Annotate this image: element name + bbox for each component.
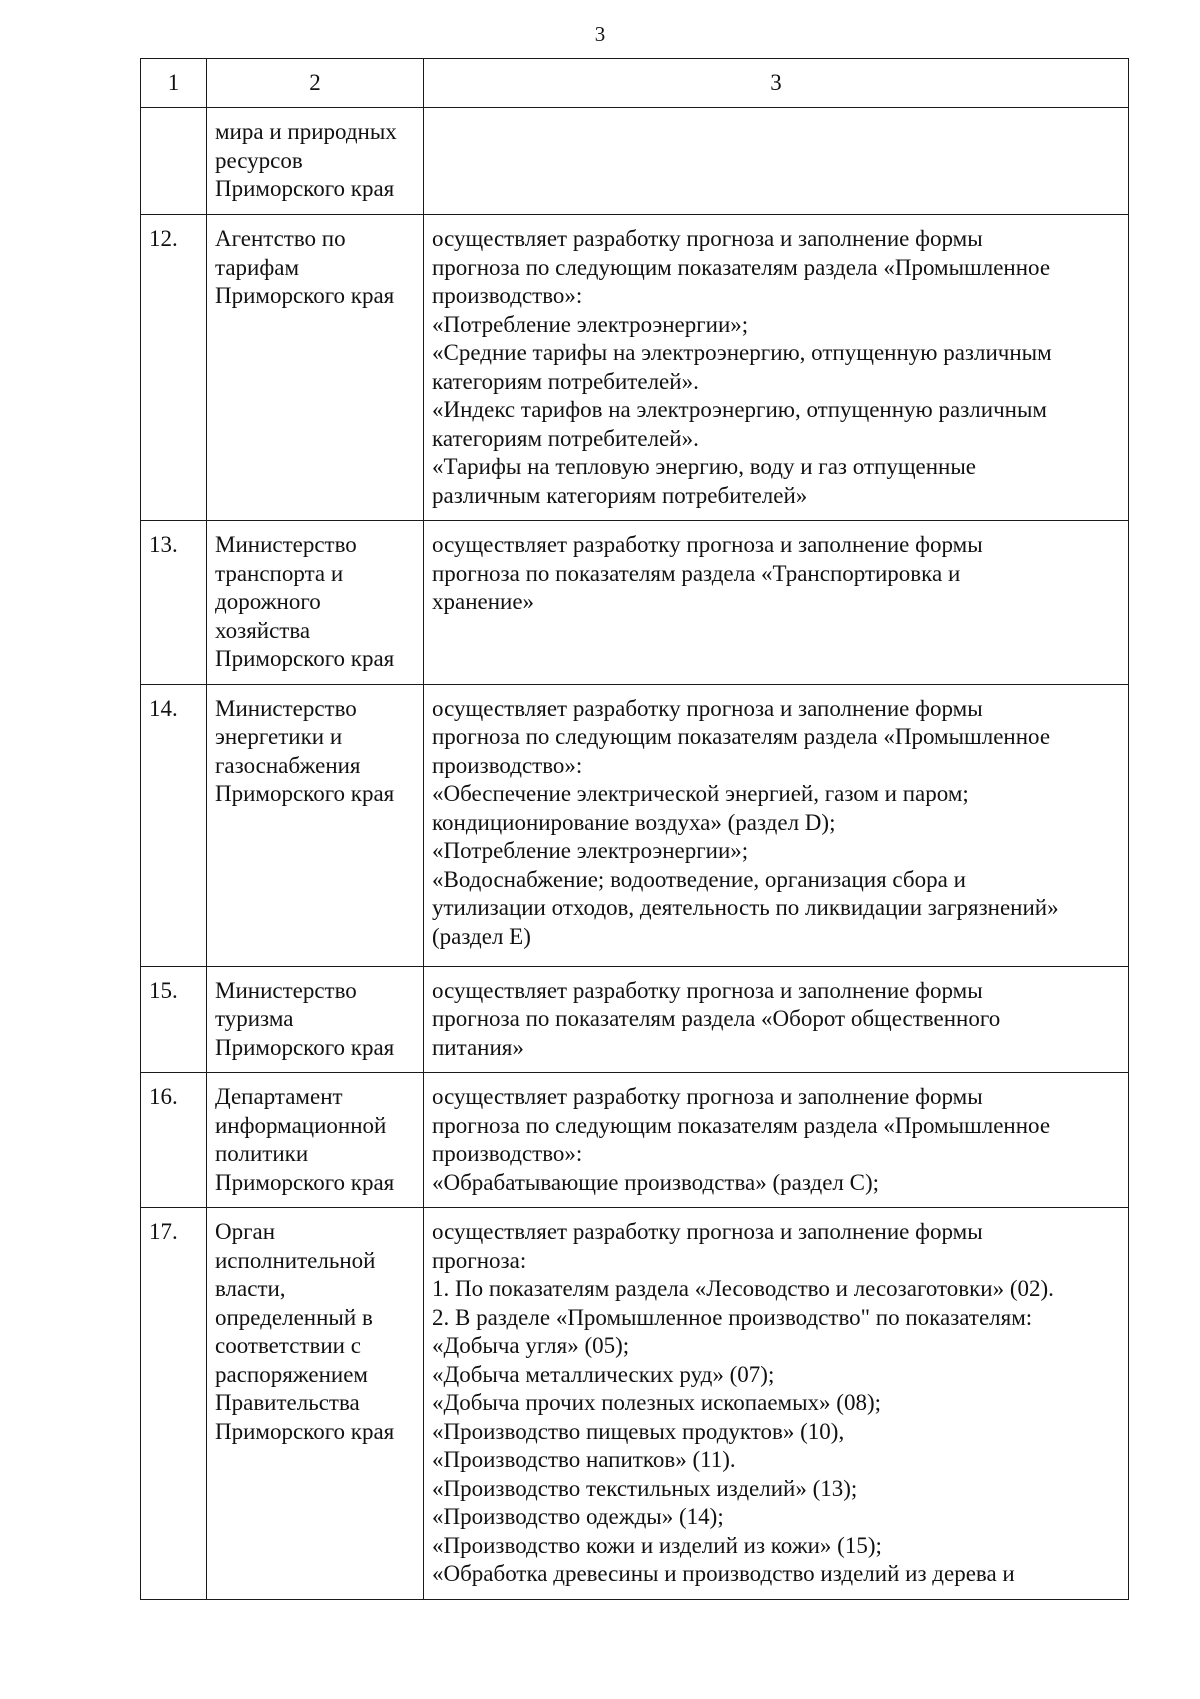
organization-line: распоряжением bbox=[215, 1361, 368, 1387]
responsibility-line: прогноза по следующим показателям раздела «Промышленное bbox=[432, 254, 1051, 280]
responsibility-line: прогноза по показателям раздела «Транспортировка и bbox=[432, 560, 961, 586]
organization-line: Министерство bbox=[215, 977, 357, 1003]
row-number: 17. bbox=[141, 1208, 207, 1600]
responsibility-cell bbox=[424, 521, 1129, 685]
responsibility-line: осуществляет разработку прогноза и заполнение формы bbox=[432, 532, 983, 557]
responsibility-line: прогноза: bbox=[432, 1247, 527, 1273]
responsibility-line: «Потребление электроэнергии»; bbox=[432, 838, 749, 863]
responsibility-line: утилизации отходов, деятельность по ликвидации загрязнений» bbox=[432, 895, 1059, 920]
organization-line: туризма bbox=[215, 1006, 294, 1031]
responsibility-line: осуществляет разработку прогноза и заполнение формы bbox=[432, 695, 983, 721]
organization-line: транспорта и bbox=[215, 560, 344, 586]
responsibility-line: «Добыча угля» (05); bbox=[432, 1333, 630, 1358]
organization-line: мира и природных bbox=[215, 119, 397, 144]
responsibility-line: «Обеспечение электрической энергией, газом и паром; bbox=[432, 781, 969, 806]
responsibility-line: «Производство кожи и изделий из кожи» (15); bbox=[432, 1532, 882, 1558]
table-row-12 bbox=[141, 215, 1129, 521]
row-number: 13. bbox=[141, 521, 207, 685]
organization-cell bbox=[207, 521, 424, 685]
organization-line: Агентство по bbox=[215, 226, 346, 251]
table-row-13 bbox=[141, 521, 1129, 685]
responsibility-line: «Индекс тарифов на электроэнергию, отпущенную различным bbox=[432, 397, 1047, 422]
responsibility-line: «Водоснабжение; водоотведение, организация сбора и bbox=[432, 866, 966, 892]
row-number: 12. bbox=[141, 215, 207, 521]
responsibility-line: 1. По показателям раздела «Лесоводство и лесозаготовки» (02). bbox=[432, 1276, 1054, 1301]
responsibility-line: кондиционирование воздуха» (раздел D); bbox=[432, 809, 836, 835]
responsibility-cell bbox=[424, 108, 1129, 215]
column-header-3: 3 bbox=[424, 59, 1129, 108]
responsibility-cell bbox=[424, 1208, 1129, 1600]
column-header-1: 1 bbox=[141, 59, 207, 108]
organization-cell bbox=[207, 108, 424, 215]
organization-line: Приморского края bbox=[215, 1418, 395, 1444]
responsibility-cell bbox=[424, 1073, 1129, 1208]
table-row-17 bbox=[141, 1208, 1129, 1600]
table-row-14 bbox=[141, 684, 1129, 966]
organization-line: ресурсов bbox=[215, 147, 303, 173]
organization-cell bbox=[207, 1208, 424, 1600]
responsibility-cell bbox=[424, 684, 1129, 966]
responsibility-line: (раздел Е) bbox=[432, 923, 531, 949]
table-row-15 bbox=[141, 966, 1129, 1073]
organization-cell bbox=[207, 215, 424, 521]
row-number: 16. bbox=[141, 1073, 207, 1208]
organization-line: Орган bbox=[215, 1219, 276, 1244]
responsibility-line: прогноза по следующим показателям раздела «Промышленное bbox=[432, 724, 1051, 749]
row-number bbox=[141, 108, 207, 215]
responsibility-line: «Добыча металлических руд» (07); bbox=[432, 1361, 775, 1387]
organization-line: власти, bbox=[215, 1276, 286, 1301]
responsibility-line: производство»: bbox=[432, 1141, 583, 1166]
organization-line: Правительства bbox=[215, 1390, 360, 1415]
organization-line: Департамент bbox=[215, 1084, 343, 1109]
responsibility-line: «Средние тарифы на электроэнергию, отпущенную различным bbox=[432, 340, 1052, 365]
responsibility-line: осуществляет разработку прогноза и заполнение формы bbox=[432, 977, 983, 1003]
organization-line: хозяйства bbox=[215, 617, 311, 643]
organization-line: Приморского края bbox=[215, 1034, 395, 1060]
responsibility-cell bbox=[424, 215, 1129, 521]
row-number: 14. bbox=[141, 684, 207, 966]
organization-line: тарифам bbox=[215, 254, 300, 280]
responsibility-line: осуществляет разработку прогноза и заполнение формы bbox=[432, 1084, 983, 1109]
responsibility-line: питания» bbox=[432, 1034, 524, 1060]
responsibility-line: категориям потребителей». bbox=[432, 368, 699, 394]
responsibility-line: «Потребление электроэнергии»; bbox=[432, 311, 749, 337]
organization-cell bbox=[207, 1073, 424, 1208]
organization-line: Приморского края bbox=[215, 1169, 395, 1195]
responsibility-cell bbox=[424, 966, 1129, 1073]
document-table bbox=[140, 58, 1129, 1600]
responsibility-line: прогноза по показателям раздела «Оборот общественного bbox=[432, 1006, 1001, 1031]
table-row-continuation bbox=[141, 108, 1129, 215]
responsibility-line: «Производство текстильных изделий» (13); bbox=[432, 1475, 858, 1501]
responsibility-line: «Добыча прочих полезных ископаемых» (08); bbox=[432, 1390, 881, 1415]
organization-line: Приморского края bbox=[215, 781, 395, 806]
organization-line: дорожного bbox=[215, 589, 321, 614]
responsibility-line: «Производство пищевых продуктов» (10), bbox=[432, 1418, 845, 1444]
responsibility-line: осуществляет разработку прогноза и заполнение формы bbox=[432, 1219, 983, 1244]
organization-line: соответствии с bbox=[215, 1333, 361, 1358]
organization-line: Министерство bbox=[215, 695, 357, 721]
responsibility-line: «Обработка древесины и производство изделий из дерева и bbox=[432, 1561, 1015, 1586]
organization-line: Приморского края bbox=[215, 176, 395, 201]
responsibility-line: «Производство одежды» (14); bbox=[432, 1504, 724, 1529]
responsibility-line: «Тарифы на тепловую энергию, воду и газ отпущенные bbox=[432, 454, 977, 479]
responsibility-line: «Обрабатывающие производства» (раздел С); bbox=[432, 1169, 880, 1195]
responsibility-line: осуществляет разработку прогноза и заполнение формы bbox=[432, 226, 983, 251]
page-number: 3 bbox=[594, 22, 606, 46]
row-number: 15. bbox=[141, 966, 207, 1073]
organization-cell bbox=[207, 684, 424, 966]
organization-line: определенный в bbox=[215, 1304, 373, 1330]
column-header-2: 2 bbox=[207, 59, 424, 108]
responsibility-line: хранение» bbox=[432, 589, 535, 614]
organization-line: Министерство bbox=[215, 532, 357, 557]
organization-cell bbox=[207, 966, 424, 1073]
organization-line: информационной bbox=[215, 1112, 387, 1138]
responsibility-line: различным категориям потребителей» bbox=[432, 482, 808, 508]
organization-line: политики bbox=[215, 1141, 309, 1166]
organization-line: энергетики и bbox=[215, 724, 343, 749]
organization-line: газоснабжения bbox=[215, 752, 361, 778]
responsibility-line: «Производство напитков» (11). bbox=[432, 1447, 736, 1472]
organization-line: Приморского края bbox=[215, 646, 395, 671]
responsibility-line: производство»: bbox=[432, 283, 583, 308]
responsibility-line: категориям потребителей». bbox=[432, 425, 699, 451]
organization-line: исполнительной bbox=[215, 1247, 376, 1273]
responsibility-line: производство»: bbox=[432, 752, 583, 778]
table-header-row bbox=[141, 59, 1129, 108]
responsibility-line: 2. В разделе «Промышленное производство" по показателям: bbox=[432, 1304, 1033, 1330]
responsibility-line: прогноза по следующим показателям раздела «Промышленное bbox=[432, 1112, 1051, 1138]
table-row-16 bbox=[141, 1073, 1129, 1208]
organization-line: Приморского края bbox=[215, 283, 395, 308]
